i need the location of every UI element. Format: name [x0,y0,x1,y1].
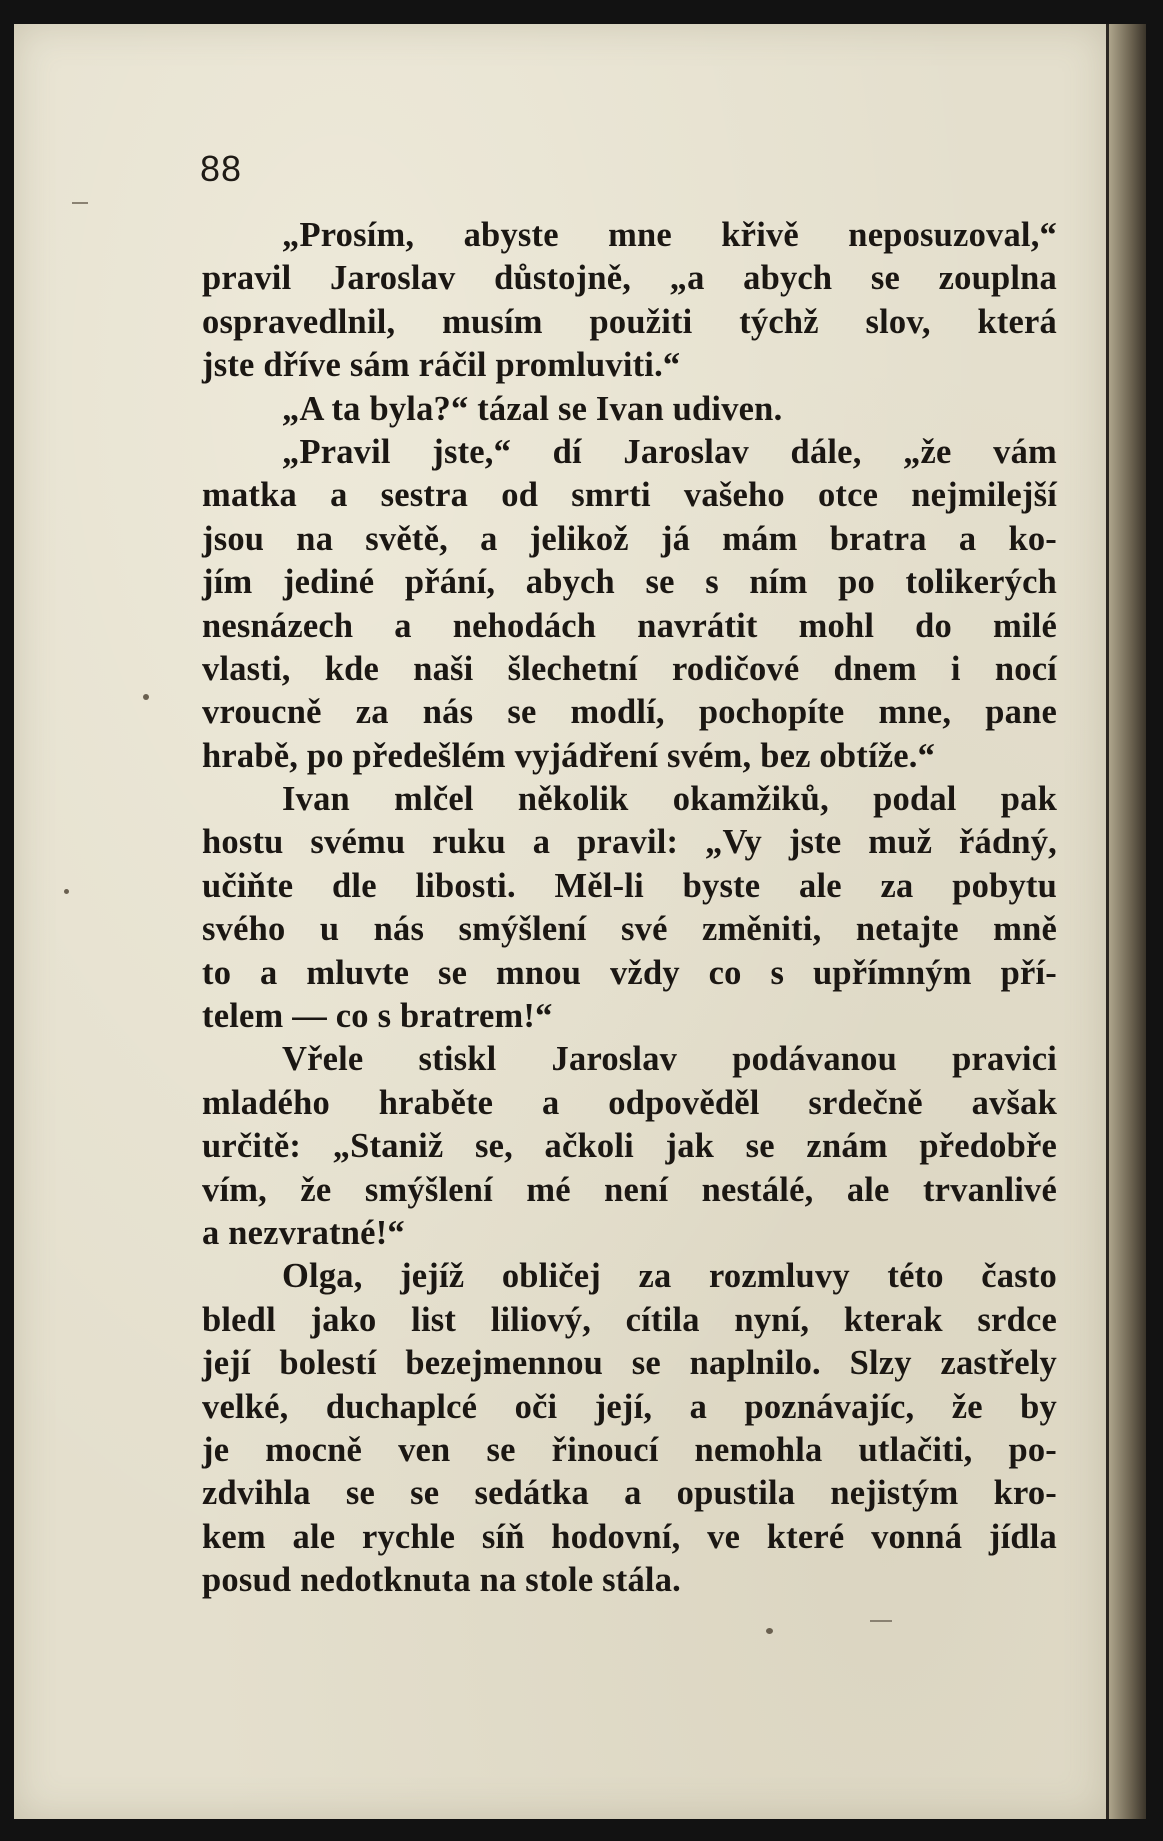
text-line: vroucně za nás se modlí, pochopíte mne, pane [202,693,1057,732]
page-spine-edge [1106,24,1109,1819]
text-line: bledl jako list liliový, cítila nyní, kterak srdce [202,1300,1057,1339]
page-spine-shadow [1106,24,1146,1819]
text-line: velké, duchaplcé oči její, a poznávajíc, že by [202,1387,1057,1426]
book-page [14,24,1106,1819]
text-line: telem — co s bratrem!“ [202,997,553,1036]
text-line: to a mluvte se mnou vždy co s upřímným pří- [202,953,1057,992]
text-line: zdvihla se se sedátka a opustila nejistým kro- [202,1474,1057,1513]
text-line: vím, že smýšlení mé není nestálé, ale trvanlivé [202,1170,1057,1209]
text-line: její bolestí bezejmennou se naplnilo. Slzy zastřely [202,1344,1057,1383]
text-line: mladého hraběte a odpověděl srdečně avšak [202,1083,1057,1122]
text-line: Vřele stiskl Jaroslav podávanou pravici [282,1040,1057,1079]
text-line: hrabě, po předešlém vyjádření svém, bez obtíže.“ [202,736,936,775]
text-line: učiňte dle libosti. Měl-li byste ale za pobytu [202,866,1057,905]
body-text [202,214,1057,1603]
text-line: ospravedlnil, musím použiti týchž slov, která [202,302,1057,341]
text-line: posud nedotknuta na stole stála. [202,1561,681,1600]
text-line: hostu svému ruku a pravil: „Vy jste muž řádný, [202,823,1057,862]
paper-speck [766,1628,773,1634]
paper-speck [64,889,69,894]
margin-mark [72,202,88,204]
text-line: vlasti, kde naši šlechetní rodičové dnem i nocí [202,649,1057,688]
text-line: nesnázech a nehodách navrátit mohl do milé [202,606,1057,645]
text-line: jsou na světě, a jelikož já mám bratra a ko- [202,519,1057,558]
text-line: určitě: „Staniž se, ačkoli jak se znám předobře [202,1127,1057,1166]
text-line: Olga, jejíž obličej za rozmluvy této často [282,1257,1057,1296]
text-line: „Prosím, abyste mne křivě neposuzoval,“ [282,216,1057,254]
text-line: jste dříve sám ráčil promluviti.“ [202,346,681,385]
text-line: kem ale rychle síň hodovní, ve které vonná jídla [202,1517,1057,1556]
text-line: matka a sestra od smrti vašeho otce nejmilejší [202,476,1057,515]
text-line: a nezvratné!“ [202,1213,405,1252]
text-line: pravil Jaroslav důstojně, „a abych se zouplna [202,259,1057,298]
paper-speck [143,694,149,700]
page-number: 88 [200,148,243,189]
text-line: svého u nás smýšlení své změniti, netajte mně [202,910,1057,949]
margin-mark [870,1620,892,1622]
text-line: Ivan mlčel několik okamžiků, podal pak [282,780,1057,819]
text-line: jím jediné přání, abych se s ním po tolikerých [202,563,1057,602]
text-line: „Pravil jste,“ dí Jaroslav dále, „že vám [282,432,1057,471]
text-line: „A ta byla?“ tázal se Ivan udiven. [282,389,783,428]
text-line: je mocně ven se řinoucí nemohla utlačiti, po- [202,1430,1057,1469]
